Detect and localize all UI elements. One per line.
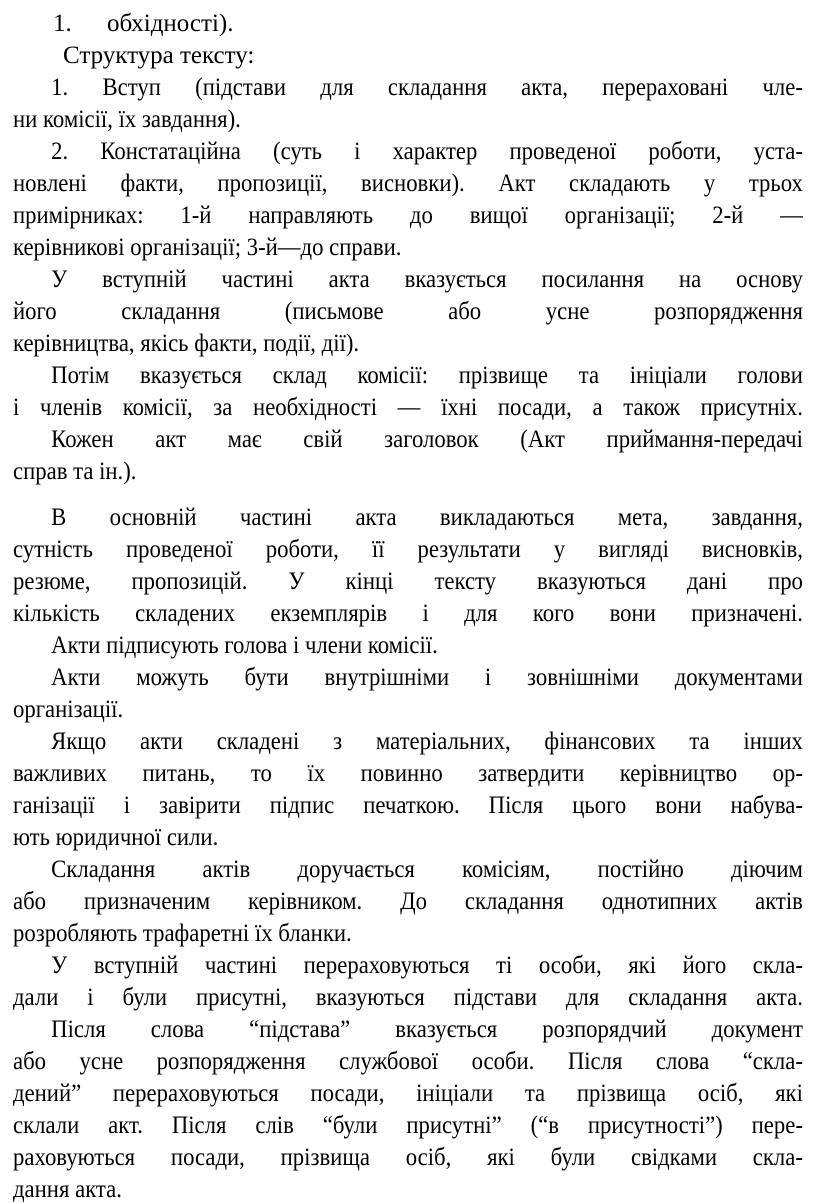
- text-line: Якщо акти складені з матеріальних, фінансових та інших: [51, 728, 803, 755]
- text-line: Після слова “підстава” вказується розпорядчий документ: [51, 1016, 803, 1043]
- section-heading: Структура тексту:: [63, 42, 255, 69]
- paragraph: [13, 502, 803, 630]
- text-line: У вступній частині перераховуються ті особи, які його скла-: [51, 952, 803, 979]
- text-line: його складання (письмове або усне розпорядження: [13, 298, 803, 325]
- text-line: і членів комісії, за необхідності — їхні посади, а також присутніх.: [13, 394, 803, 421]
- list-item-number: 1.: [53, 10, 72, 37]
- text-line: 1. Вступ (підстави для складання акта, перераховані чле-: [51, 74, 803, 101]
- text-line: Акти підписують голова і члени комісії.: [51, 632, 438, 659]
- text-line: керівникові організації; 3-й—до справи.: [13, 234, 402, 261]
- prose-block: [13, 72, 803, 1204]
- paragraph: [13, 72, 803, 136]
- text-line: Акти можуть бути внутрішніми і зовнішніми документами: [51, 664, 803, 691]
- text-line: Складання актів доручається комісіям, постійно діючим: [51, 856, 803, 883]
- text-line: ганізації і завірити підпис печаткою. Після цього вони набува-: [13, 792, 803, 819]
- text-line: дання акта.: [13, 1176, 122, 1203]
- text-line: склали акт. Після слів “були присутні” (“в присутності”) пере-: [13, 1112, 803, 1139]
- text-line: сутність проведеної роботи, її результати у вигляді висновків,: [13, 536, 803, 563]
- text-line: 2. Констатаційна (суть і характер проведеної роботи, уста-: [51, 138, 803, 165]
- text-line: дений” перераховуються посади, ініціали та прізвища осіб, які: [13, 1080, 803, 1107]
- text-line: ни комісії, їх завдання).: [13, 106, 241, 133]
- text-line: Кожен акт має свій заголовок (Акт приймання-передачі: [51, 426, 803, 453]
- text-line: або усне розпорядження службової особи. Після слова “скла-: [13, 1048, 803, 1075]
- paragraph: [13, 136, 803, 264]
- text-line: примірниках: 1-й направляють до вищої організації; 2-й —: [13, 202, 803, 229]
- list-item-text: обхідності).: [107, 10, 234, 37]
- text-line: Потім вказується склад комісії: прізвище та ініціали голови: [51, 362, 803, 389]
- paragraph: [13, 264, 803, 360]
- text-line: або призначеним керівником. До складання однотипних актів: [13, 888, 803, 915]
- paragraph: [13, 950, 803, 1014]
- paragraph: [13, 360, 803, 424]
- text-line: У вступній частині акта вказується посилання на основу: [51, 266, 803, 293]
- text-line: організації.: [13, 696, 124, 723]
- text-line: В основній частині акта викладаються мета, завдання,: [51, 504, 803, 531]
- paragraph: [13, 726, 803, 854]
- paragraph: [13, 630, 803, 662]
- paragraph: [13, 662, 803, 726]
- text-line: дали і були присутні, вказуються підстави для складання акта.: [13, 984, 803, 1011]
- text-line: раховуються посади, прізвища осіб, які були свідками скла-: [13, 1144, 803, 1171]
- text-line: справ та ін.).: [13, 458, 137, 485]
- list-item-line: [13, 8, 803, 40]
- text-line: важливих питань, то їх повинно затвердити керівництво ор-: [13, 760, 803, 787]
- paragraph: [13, 854, 803, 950]
- text-line: розробляють трафаретні їх бланки.: [13, 920, 352, 947]
- text-line: керівництва, якісь факти, події, дії).: [13, 330, 360, 357]
- text-line: ють юридичної сили.: [13, 824, 219, 851]
- paragraph: [13, 424, 803, 488]
- text-line: новлені факти, пропозиції, висновки). Акт складають у трьох: [13, 170, 803, 197]
- paragraph: [13, 1014, 803, 1204]
- text-line: резюме, пропозицій. У кінці тексту вказуються дані про: [13, 568, 803, 595]
- text-line: кількість складених екземплярів і для кого вони призначені.: [13, 600, 803, 627]
